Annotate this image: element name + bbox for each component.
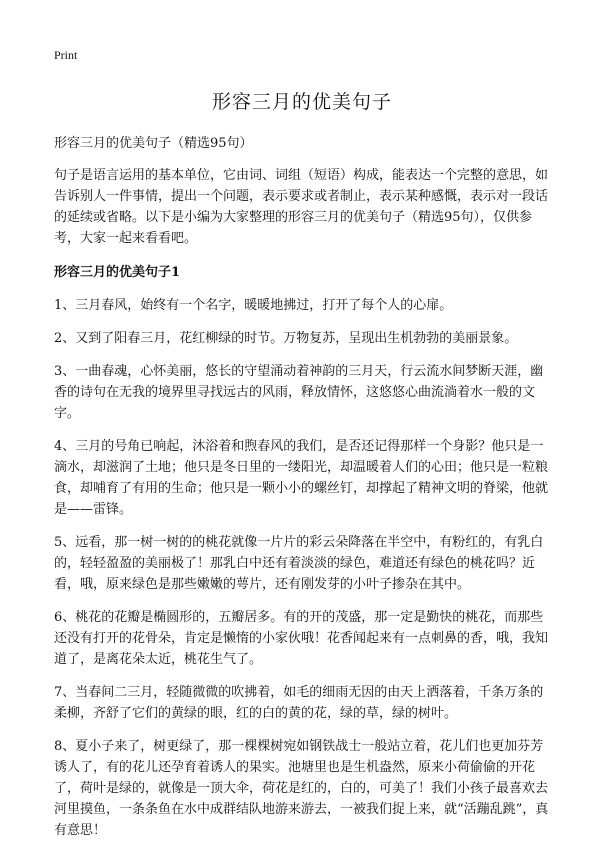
- print-link[interactable]: Print: [54, 48, 78, 62]
- page-title: 形容三月的优美句子: [211, 91, 392, 113]
- list-item: 2、又到了阳春三月，花红柳绿的时节。万物复苏，呈现出生机勃勃的美丽景象。: [54, 331, 518, 346]
- list-item: 4、三月的号角已响起，沐浴着和煦春风的我们，是否还记得那样一个身影？他只是一滴水，却滋润了土地；他只是冬日里的一缕阳光，却温暖着人们的心田；他只是一粒粮食，却哺育了有用的生命；他只是一颗小小的螺丝钉，却撑起了精神文明的脊梁，他就是——雷锋。: [54, 439, 549, 517]
- section-heading: 形容三月的优美句子1: [54, 265, 181, 280]
- list-item: 7、当春间二三月，轻随微微的吹拂着，如毛的细雨无因的由天上洒落着，千条万条的柔柳，齐舒了它们的黄绿的眼，红的白的黄的花，绿的草，绿的树叶。: [54, 685, 544, 721]
- document-subtitle: 形容三月的优美句子（精选95句）: [54, 136, 253, 151]
- sentence-list: [54, 295, 550, 841]
- list-item: 5、远看，那一树一树的的桃花就像一片片的彩云朵降落在半空中，有粉红的，有乳白的，轻轻盈盈的美丽极了！那乳白中还有着淡淡的绿色，难道还有绿色的桃花吗？近看，哦，原来绿色是那些嫩嫩的萼片，还有刚发芽的小叶子掺杂在其中。: [54, 535, 544, 592]
- list-item: 3、一曲春魂，心怀美丽，悠长的守望涌动着神韵的三月天，行云流水间梦断天涯，幽香的诗句在无我的境界里寻找远古的风雨，释放情怀，这悠悠心曲流淌着水一般的文字。: [54, 364, 544, 421]
- list-item: 1、三月春风，始终有一个名字，暖暖地拂过，打开了每个人的心扉。: [54, 298, 453, 313]
- list-item: 8、夏小子来了，树更绿了，那一棵棵树宛如钢铁战士一般站立着，花儿们也更加芬芳诱人了，有的花儿还孕育着诱人的果实。池塘里也是生机盎然，原来小荷偷偷的开花了，荷叶是绿的，就像是一顶大伞，荷花是红的，白的，可美了！我们小孩子最喜欢去河里摸鱼，一条条鱼在水中成群结队地游来游去，一被我们捉上来，就“活蹦乱跳”，真有意思！: [54, 739, 549, 838]
- list-item: 6、桃花的花瓣是椭圆形的，五瓣居多。有的开的茂盛，那一定是勤快的桃花，而那些还没有打开的花骨朵，肯定是懒惰的小家伙哦！花香闻起来有一点刺鼻的香，哦，我知道了，是离花朵太近，桃花生气了。: [54, 610, 549, 667]
- intro-paragraph: 句子是语言运用的基本单位，它由词、词组（短语）构成，能表达一个完整的意思，如告诉别人一件事情，提出一个问题，表示要求或者制止，表示某种感慨，表示对一段话的延续或省略。以下是小编为大家整理的形容三月的优美句子（精选95句），仅供参考，大家一起来看看吧。: [54, 168, 549, 246]
